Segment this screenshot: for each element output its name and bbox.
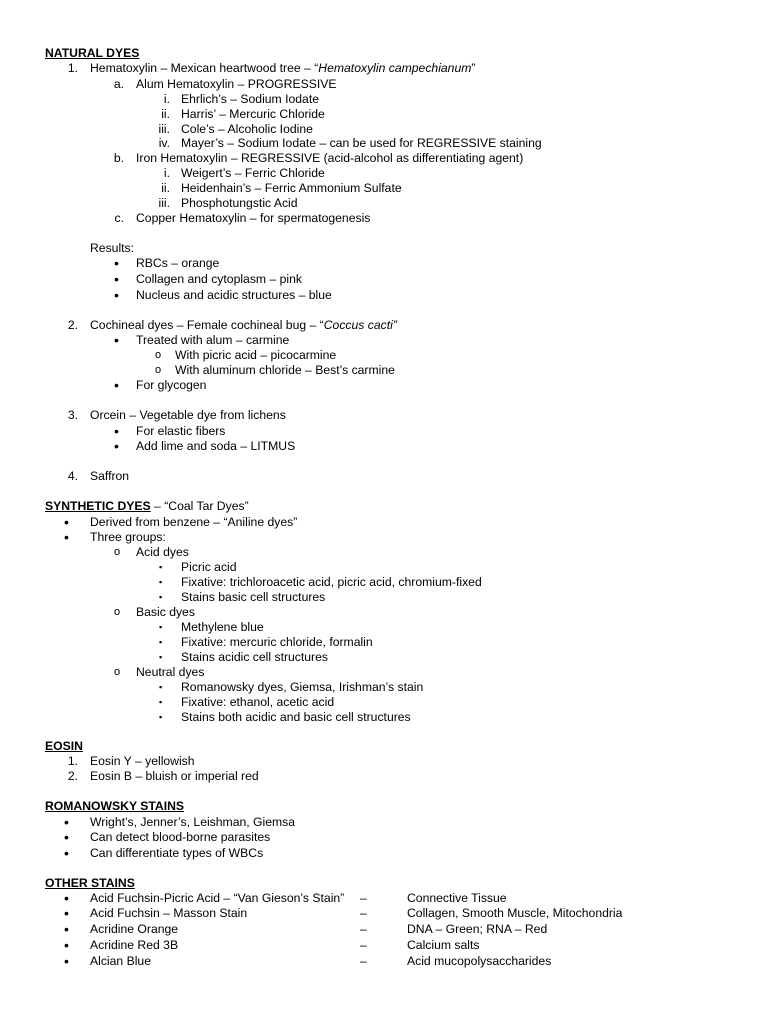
list-letter: c. — [114, 211, 124, 225]
hematoxylin-item: Hematoxylin – Mexican heartwood tree – “Hematoxylin campechianum” — [90, 61, 476, 75]
square-bullet-icon: ▪ — [159, 622, 163, 632]
romanowsky-item: Can detect blood-borne parasites — [90, 830, 271, 844]
natural-dyes-heading: NATURAL DYES — [45, 46, 140, 60]
cochineal-subsubitem: With aluminum chloride – Best’s carmine — [175, 363, 395, 377]
list-roman: i. — [163, 166, 170, 180]
bullet-icon: • — [114, 438, 119, 454]
romanowsky-heading: ROMANOWSKY STAINS — [45, 799, 185, 813]
cochineal-subitem: Treated with alum – carmine — [136, 333, 290, 347]
stain-dash: – — [360, 922, 367, 936]
result-item: Collagen and cytoplasm – pink — [136, 272, 302, 286]
alum-hematoxylin-item: Alum Hematoxylin – PROGRESSIVE — [136, 77, 337, 91]
alum-subitem: Ehrlich’s – Sodium Iodate — [181, 92, 319, 106]
list-roman: ii. — [161, 107, 170, 121]
stain-name: Acid Fuchsin – Masson Stain — [90, 906, 248, 920]
cochineal-subitem: For glycogen — [136, 378, 207, 392]
neutral-dyes-group: Neutral dyes — [136, 665, 205, 679]
square-bullet-icon: ▪ — [159, 562, 163, 572]
alum-subitem: Cole’s – Alcoholic Iodine — [181, 122, 313, 136]
eosin-heading: EOSIN — [45, 739, 83, 753]
circle-bullet-icon: o — [155, 349, 162, 361]
bullet-icon: • — [114, 255, 119, 271]
orcein-subitem: For elastic fibers — [136, 424, 226, 438]
list-roman: iii. — [158, 122, 170, 136]
bullet-icon: • — [64, 829, 69, 845]
eosin-item: Eosin Y – yellowish — [90, 754, 195, 768]
bullet-icon: • — [114, 271, 119, 287]
bullet-icon: • — [64, 514, 69, 530]
orcein-item: Orcein – Vegetable dye from lichens — [90, 408, 286, 422]
stain-target: DNA – Green; RNA – Red — [407, 922, 548, 936]
circle-bullet-icon: o — [114, 546, 121, 558]
bullet-icon: • — [64, 890, 69, 906]
synthetic-dyes-heading: SYNTHETIC DYES – “Coal Tar Dyes” — [45, 499, 249, 513]
synthetic-item: Derived from benzene – “Aniline dyes” — [90, 515, 298, 529]
bullet-icon: • — [64, 845, 69, 861]
list-roman: i. — [163, 92, 170, 106]
list-number: 1. — [67, 61, 78, 75]
circle-bullet-icon: o — [114, 606, 121, 618]
synthetic-item: Three groups: — [90, 530, 166, 544]
bullet-icon: • — [64, 905, 69, 921]
acid-dyes-group: Acid dyes — [136, 545, 189, 559]
results-label: Results: — [90, 241, 135, 255]
copper-hematoxylin-item: Copper Hematoxylin – for spermatogenesis — [136, 211, 371, 225]
circle-bullet-icon: o — [155, 364, 162, 376]
basic-dyes-group: Basic dyes — [136, 605, 195, 619]
iron-subitem: Heidenhain’s – Ferric Ammonium Sulfate — [181, 181, 402, 195]
basic-dyes-item: Stains acidic cell structures — [181, 650, 328, 664]
stain-name: Acid Fuchsin-Picric Acid – “Van Gieson’s Stain” — [90, 891, 345, 905]
list-letter: b. — [113, 151, 124, 165]
cochineal-subsubitem: With picric acid – picocarmine — [175, 348, 337, 362]
list-number: 2. — [67, 318, 78, 332]
stain-target: Acid mucopolysaccharides — [407, 954, 552, 968]
iron-subitem: Phosphotungstic Acid — [181, 196, 298, 210]
list-roman: iii. — [158, 196, 170, 210]
iron-hematoxylin-item: Iron Hematoxylin – REGRESSIVE (acid-alcohol as differentiating agent) — [136, 151, 524, 165]
list-number: 4. — [67, 469, 78, 483]
list-letter: a. — [113, 77, 124, 91]
list-roman: ii. — [161, 181, 170, 195]
basic-dyes-item: Methylene blue — [181, 620, 264, 634]
bullet-icon: • — [64, 529, 69, 545]
list-number: 2. — [67, 769, 78, 783]
basic-dyes-item: Fixative: mercuric chloride, formalin — [181, 635, 373, 649]
result-item: RBCs – orange — [136, 256, 220, 270]
square-bullet-icon: ▪ — [159, 712, 163, 722]
square-bullet-icon: ▪ — [159, 652, 163, 662]
bullet-icon: • — [64, 937, 69, 953]
bullet-icon: • — [114, 332, 119, 348]
stain-target: Collagen, Smooth Muscle, Mitochondria — [407, 906, 623, 920]
bullet-icon: • — [114, 377, 119, 393]
alum-subitem: Mayer’s – Sodium Iodate – can be used for REGRESSIVE staining — [181, 136, 542, 150]
stain-target: Connective Tissue — [407, 891, 507, 905]
acid-dyes-item: Picric acid — [181, 560, 237, 574]
alum-subitem: Harris’ – Mercuric Chloride — [181, 107, 325, 121]
iron-subitem: Weigert’s – Ferric Chloride — [181, 166, 325, 180]
bullet-icon: • — [114, 423, 119, 439]
stain-target: Calcium salts — [407, 938, 480, 952]
result-item: Nucleus and acidic structures – blue — [136, 288, 332, 302]
saffron-item: Saffron — [90, 469, 130, 483]
square-bullet-icon: ▪ — [159, 637, 163, 647]
bullet-icon: • — [64, 953, 69, 969]
list-roman: iv. — [158, 136, 170, 150]
bullet-icon: • — [114, 287, 119, 303]
eosin-item: Eosin B – bluish or imperial red — [90, 769, 259, 783]
romanowsky-item: Can differentiate types of WBCs — [90, 846, 264, 860]
stain-dash: – — [360, 906, 367, 920]
stain-name: Acridine Orange — [90, 922, 179, 936]
square-bullet-icon: ▪ — [159, 592, 163, 602]
bullet-icon: • — [64, 921, 69, 937]
stain-dash: – — [360, 954, 367, 968]
cochineal-item: Cochineal dyes – Female cochineal bug – “Coccus cacti” — [90, 318, 397, 332]
list-number: 1. — [67, 754, 78, 768]
acid-dyes-item: Fixative: trichloroacetic acid, picric acid, chromium-fixed — [181, 575, 482, 589]
orcein-subitem: Add lime and soda – LITMUS — [136, 439, 296, 453]
stain-name: Acridine Red 3B — [90, 938, 179, 952]
bullet-icon: • — [64, 814, 69, 830]
stain-name: Alcian Blue — [90, 954, 151, 968]
circle-bullet-icon: o — [114, 666, 121, 678]
neutral-dyes-item: Stains both acidic and basic cell structures — [181, 710, 411, 724]
square-bullet-icon: ▪ — [159, 697, 163, 707]
neutral-dyes-item: Fixative: ethanol, acetic acid — [181, 695, 335, 709]
stain-dash: – — [360, 938, 367, 952]
square-bullet-icon: ▪ — [159, 682, 163, 692]
square-bullet-icon: ▪ — [159, 577, 163, 587]
romanowsky-item: Wright’s, Jenner’s, Leishman, Giemsa — [90, 815, 296, 829]
other-stains-heading: OTHER STAINS — [45, 876, 135, 890]
stain-dash: – — [360, 891, 367, 905]
neutral-dyes-item: Romanowsky dyes, Giemsa, Irishman’s stain — [181, 680, 424, 694]
acid-dyes-item: Stains basic cell structures — [181, 590, 326, 604]
list-number: 3. — [67, 408, 78, 422]
